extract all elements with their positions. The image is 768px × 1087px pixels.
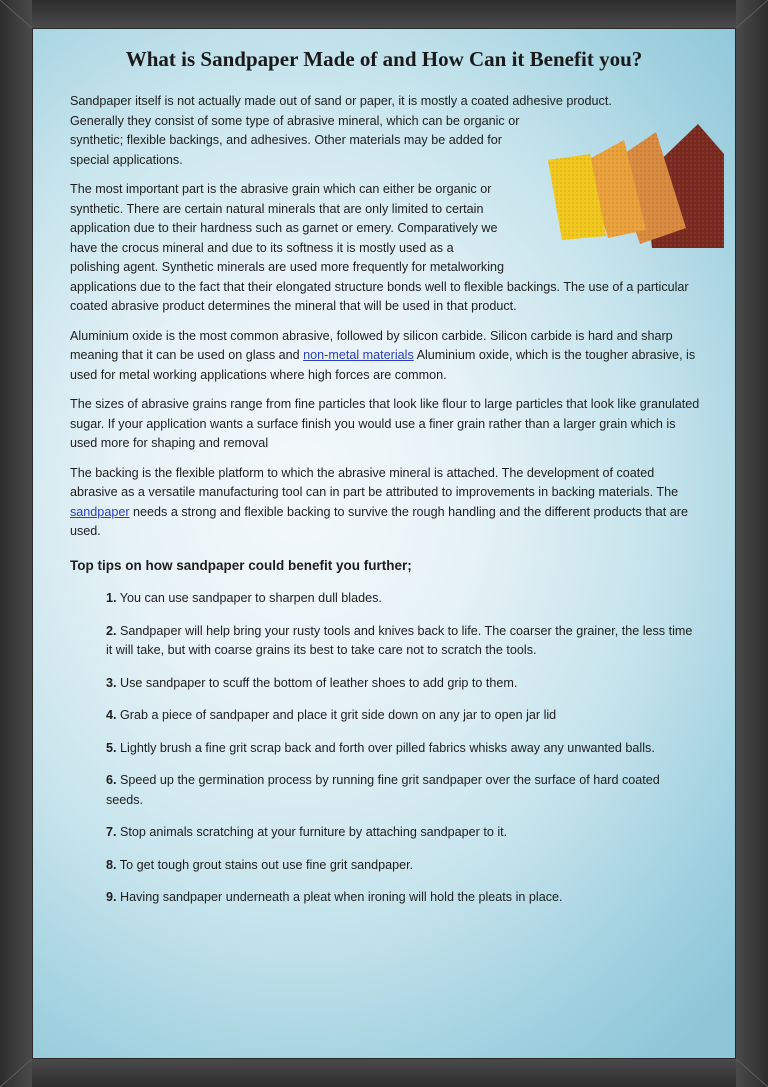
p2-line-2: synthetic. There are certain natural minerals that are only limited to certain xyxy=(70,201,484,216)
tip-text: Stop animals scratching at your furniture by attaching sandpaper to it. xyxy=(120,825,508,839)
tip-text: Having sandpaper underneath a pleat when ironing will hold the pleats in place. xyxy=(120,890,563,904)
non-metal-materials-link[interactable]: non-metal materials xyxy=(303,348,414,362)
tip-number: 9. xyxy=(106,890,117,904)
tip-item xyxy=(106,856,700,876)
paragraph-4: The sizes of abrasive grains range from fine particles that look like flour to large particles that look like granulated sugar. If your application wants a surface finish you would use a finer grain rather than a larger grain which is used more for shaping and removal xyxy=(70,397,700,450)
p2-line-5: polishing agent. Synthetic minerals are used more frequently for metalworking xyxy=(70,260,505,274)
tips-heading: Top tips on how sandpaper could benefit you further; xyxy=(70,557,412,573)
tip-item xyxy=(106,674,700,694)
paragraph-1 xyxy=(70,92,700,170)
paragraph-2 xyxy=(70,180,700,317)
tip-text: Grab a piece of sandpaper and place it grit side down on any jar to open jar lid xyxy=(120,708,557,722)
tip-number: 2. xyxy=(106,623,117,638)
tip-item xyxy=(106,888,700,908)
p5-text-b: needs a strong and flexible backing to survive the rough handling and the different products that are used. xyxy=(70,504,688,538)
tip-text: You can use sandpaper to sharpen dull blades. xyxy=(119,591,382,605)
tip-text: To get tough grout stains out use fine grit sandpaper. xyxy=(119,857,414,872)
p2-line-4: have the crocus mineral and due to its softness it is mostly used as a xyxy=(70,240,454,255)
article-body xyxy=(70,92,700,921)
tip-item xyxy=(106,771,700,810)
p1-line-2: Generally they consist of some type of abrasive mineral, which can be organic or xyxy=(70,113,520,128)
tip-number: 3. xyxy=(106,675,117,690)
tip-number: 7. xyxy=(106,825,117,839)
sandpaper-link[interactable]: sandpaper xyxy=(70,504,130,519)
tip-text: Sandpaper will help bring your rusty tools and knives back to life. The coarser the grainer, the less time it will take, but with coarse grains its best to take care not to scratch the tools. xyxy=(106,623,693,657)
tip-item xyxy=(106,823,700,843)
tip-text: Speed up the germination process by running fine grit sandpaper over the surface of hard coated seeds. xyxy=(106,773,660,807)
tips-list xyxy=(70,589,700,908)
tip-text: Use sandpaper to scuff the bottom of leather shoes to add grip to them. xyxy=(120,675,518,690)
tip-number: 5. xyxy=(106,740,117,755)
p1-line-1: Sandpaper itself is not actually made out of sand or paper, it is mostly a coated adhesive product. xyxy=(70,94,612,108)
p2-line-3: application due to their hardness such as garnet or emery. Comparatively we xyxy=(70,221,498,235)
tip-item xyxy=(106,739,700,759)
tip-item xyxy=(106,589,700,609)
tip-text: Lightly brush a fine grit scrap back and forth over pilled fabrics whisks away any unwanted balls. xyxy=(120,740,655,755)
page-title: What is Sandpaper Made of and How Can it Benefit you? xyxy=(125,47,643,71)
tip-number: 8. xyxy=(106,857,117,872)
tip-number: 4. xyxy=(106,708,117,722)
paragraph-5 xyxy=(70,464,700,542)
tip-item xyxy=(106,706,700,726)
tip-item xyxy=(106,622,700,661)
p3-text-a: Aluminium oxide is the most common abrasive, followed by silicon carbide. Silicon carbide is hard and sharp meaning that it can be used on glass and xyxy=(70,328,673,362)
p5-text-a: The backing is the flexible platform to which the abrasive mineral is attached. The development of coated abrasive as a versatile manufacturing tool can in part be attributed to improvements in backing materials. The xyxy=(70,465,679,499)
tip-number: 1. xyxy=(106,591,117,605)
paragraph-3 xyxy=(70,327,700,386)
tip-number: 6. xyxy=(106,773,117,787)
p2-rest: applications due to the fact that their elongated structure bonds well to flexible backings. The use of a particular coated abrasive product determines the mineral that will be used in that product. xyxy=(70,279,689,313)
p1-line-4: special applications. xyxy=(70,152,183,167)
p1-line-3: synthetic; flexible backings, and adhesives. Other materials may be added for xyxy=(70,133,502,147)
p2-line-1: The most important part is the abrasive grain which can either be organic or xyxy=(70,182,492,196)
p3-text-b: Aluminium oxide, which is the tougher abrasive, is used for metal working applications where high forces are common. xyxy=(70,348,696,382)
